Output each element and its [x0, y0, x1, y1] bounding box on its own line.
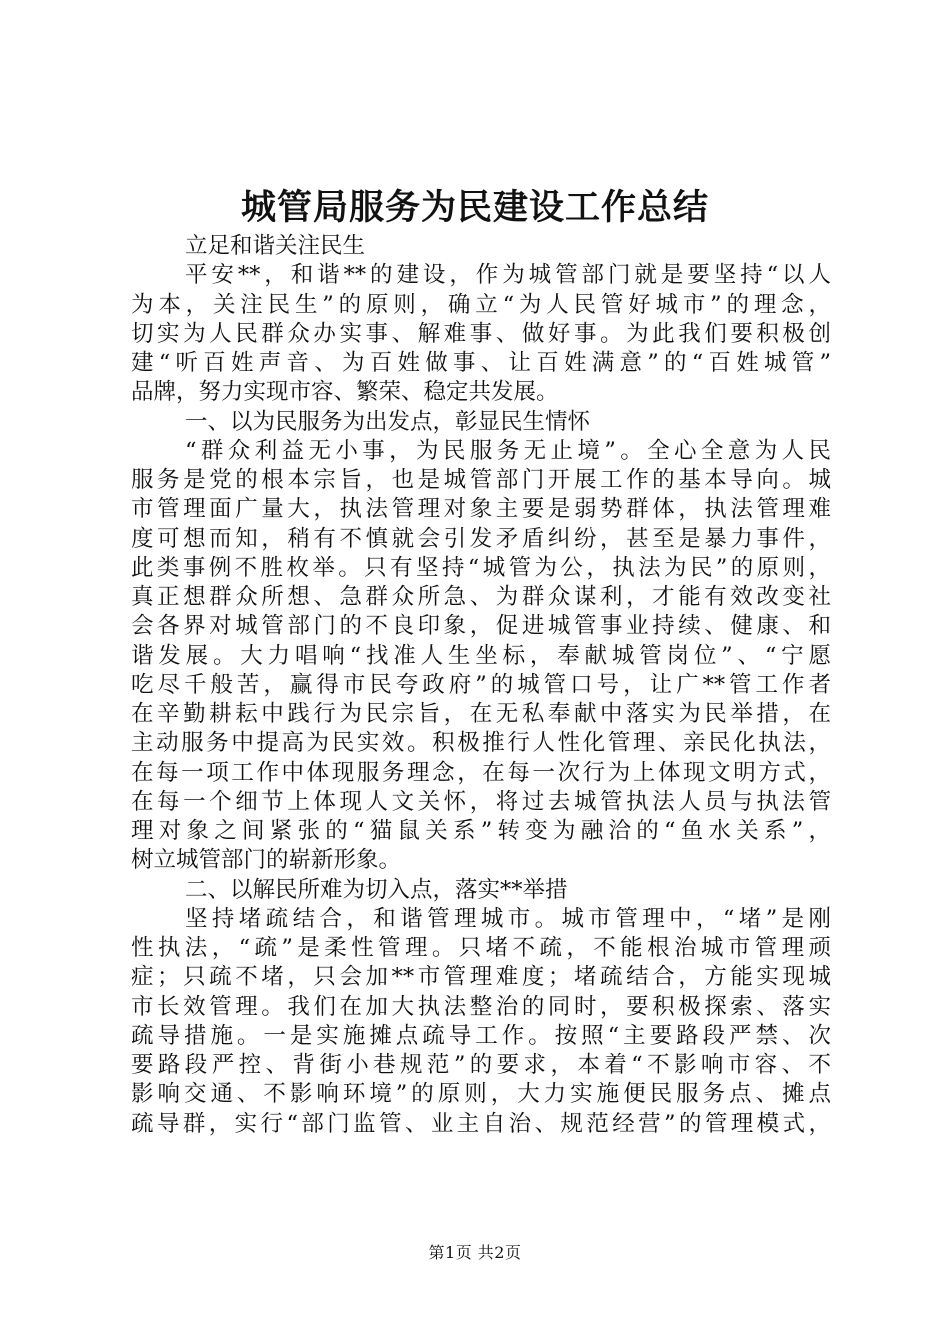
- text-line-content: 服务是党的根本宗旨，也是城管部门开展工作的基本导向。城: [131, 467, 831, 493]
- text-line: [131, 232, 831, 261]
- text-line: [131, 788, 831, 817]
- text-line-content: 建“听百姓声音、为百姓做事、让百姓满意”的“百姓城管”: [131, 350, 831, 376]
- text-line-content: “群众利益无小事，为民服务无止境”。全心全意为人民: [185, 437, 831, 464]
- text-line: [131, 1110, 831, 1139]
- text-line: [131, 1022, 831, 1051]
- text-line-content: 性执法，“疏”是柔性管理。只堵不疏，不能根治城市管理顽: [131, 935, 831, 961]
- text-line-content: 二、以解民所难为切入点，落实**举措: [185, 876, 568, 903]
- text-line-content: 吃尽千般苦，赢得市民夸政府”的城管口号，让广**管工作者: [131, 671, 831, 698]
- text-line: [131, 554, 831, 583]
- text-line-content: 此类事例不胜枚举。只有坚持“城管为公，执法为民”的原则，: [131, 554, 831, 581]
- text-line-content: 在每一项工作中体现服务理念，在每一次行为上体现文明方式，: [131, 759, 831, 786]
- text-line-content: 疏导措施。一是实施摊点疏导工作。按照“主要路段严禁、次: [131, 1022, 831, 1049]
- text-line-content: 为本，关注民生”的原则，确立“为人民管好城市”的理念，: [131, 291, 831, 318]
- text-line: [131, 759, 831, 788]
- text-line: [131, 1080, 831, 1109]
- text-line: [131, 378, 831, 407]
- text-line-content: 要路段严控、背街小巷规范”的要求，本着“不影响市容、不: [131, 1052, 831, 1078]
- page-footer: 第1页 共2页: [428, 1243, 522, 1262]
- text-line: [131, 525, 831, 554]
- text-line-content: 切实为人民群众办实事、解难事、做好事。为此我们要积极创: [131, 320, 831, 347]
- text-line-content: 立足和谐关注民生: [185, 233, 366, 259]
- text-line-content: 平安**，和谐**的建设，作为城管部门就是要坚持“以人: [185, 262, 831, 289]
- text-line-content: 影响交通、不影响环境”的原则，大力实施便民服务点、摊点: [131, 1081, 831, 1108]
- text-line-content: 市长效管理。我们在加大执法整治的同时，要积极探索、落实: [131, 993, 831, 1020]
- text-line-content: 一、以为民服务为出发点，彰显民生情怀: [185, 408, 591, 435]
- text-line-content: 疏导群，实行“部门监管、业主自治、规范经营”的管理模式，: [131, 1110, 831, 1137]
- document-body: [131, 232, 831, 1139]
- text-line: [131, 408, 831, 437]
- text-line: [131, 437, 831, 466]
- text-line: [131, 466, 831, 495]
- text-line: [131, 349, 831, 378]
- text-line: [131, 291, 831, 320]
- text-line: [131, 700, 831, 729]
- text-line: [131, 846, 831, 875]
- text-line: [131, 495, 831, 524]
- text-line-content: 在辛勤耕耘中践行为民宗旨，在无私奉献中落实为民举措，在: [131, 701, 831, 727]
- text-line-content: 真正想群众所想、急群众所急、为群众谋利，才能有效改变社: [131, 584, 831, 610]
- text-line: [131, 642, 831, 671]
- text-line: [131, 671, 831, 700]
- text-line-content: 主动服务中提高为民实效。积极推行人性化管理、亲民化执法，: [131, 730, 831, 757]
- text-line: [131, 1051, 831, 1080]
- text-line: [131, 612, 831, 641]
- text-line-content: 树立城管部门的崭新形象。: [131, 847, 402, 874]
- text-line: [131, 320, 831, 349]
- text-line: [131, 905, 831, 934]
- text-line: [131, 993, 831, 1022]
- text-line: [131, 729, 831, 758]
- text-line-content: 谐发展。大力唱响“找准人生坐标，奉献城管岗位”、“宁愿: [131, 642, 831, 669]
- text-line-content: 市管理面广量大，执法管理对象主要是弱势群体，执法管理难: [131, 496, 831, 523]
- text-line-content: 度可想而知，稍有不慎就会引发矛盾纠纷，甚至是暴力事件，: [131, 525, 831, 552]
- text-line-content: 在每一个细节上体现人文关怀，将过去城管执法人员与执法管: [131, 788, 831, 815]
- text-line: [131, 963, 831, 992]
- text-line-content: 坚持堵疏结合，和谐管理城市。城市管理中，“堵”是刚: [185, 905, 831, 932]
- text-line: [131, 876, 831, 905]
- document-title: 城管局服务为民建设工作总结: [240, 188, 709, 228]
- text-line-content: 会各界对城管部门的不良印象，促进城管事业持续、健康、和: [131, 613, 831, 640]
- text-line-content: 症；只疏不堵，只会加**市管理难度；堵疏结合，方能实现城: [131, 964, 831, 991]
- text-line: [131, 583, 831, 612]
- text-line-content: 品牌，努力实现市容、繁荣、稳定共发展。: [131, 379, 559, 406]
- text-line: [131, 934, 831, 963]
- text-line: [131, 261, 831, 290]
- text-line-content: 理对象之间紧张的“猫鼠关系”转变为融洽的“鱼水关系”，: [131, 818, 831, 844]
- text-line: [131, 817, 831, 846]
